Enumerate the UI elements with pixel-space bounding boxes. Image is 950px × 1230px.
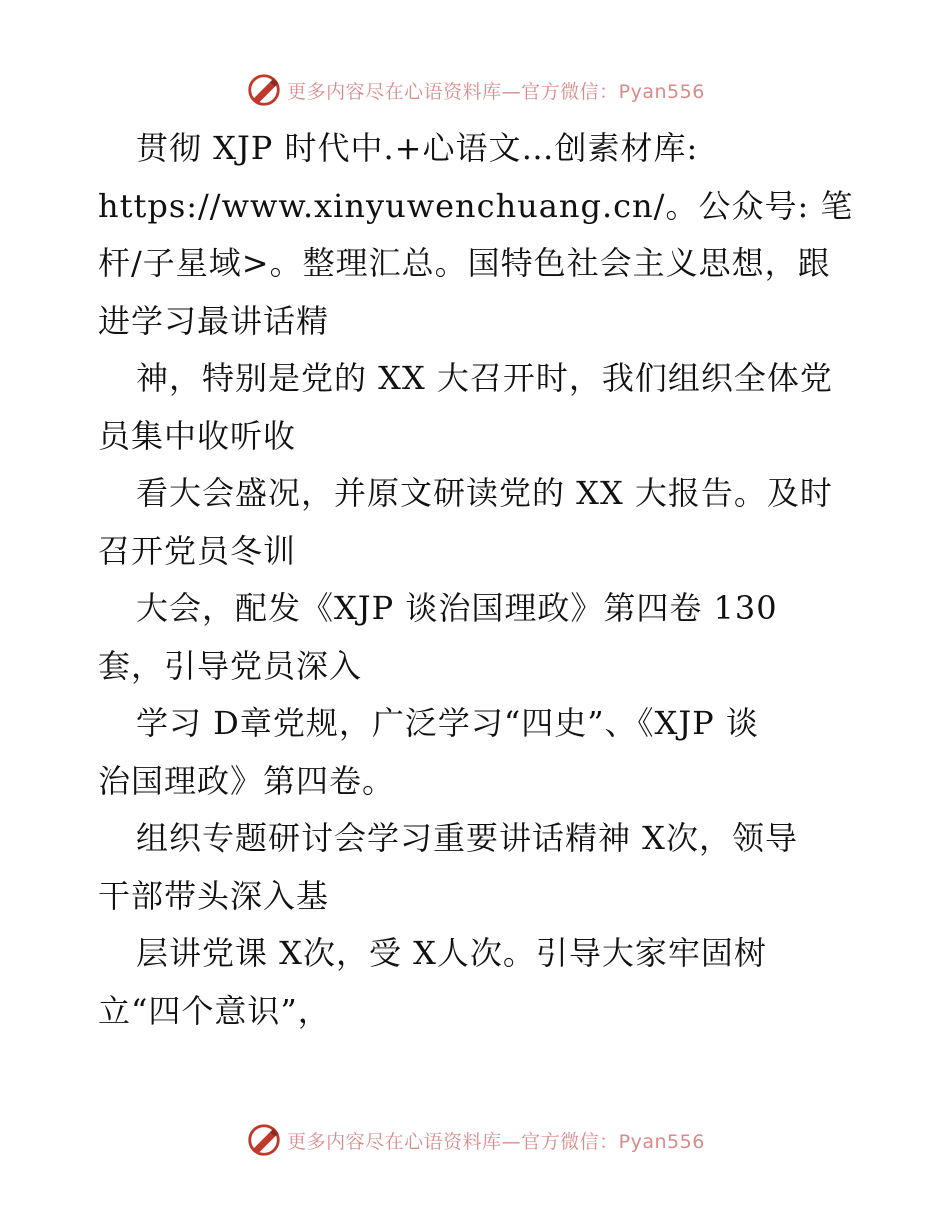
text-line: 治国理政》第四卷。 (98, 761, 396, 800)
text-line: 层讲党课 X次，受 X人次。引导大家牢固树 (136, 934, 767, 972)
text-line: 立“四个意识”， (98, 991, 331, 1030)
text-line: 神，特别是党的 XX 大召开时，我们组织全体党 (136, 359, 833, 397)
banner-text: 更多内容尽在心语资料库—官方微信：Pyan556 (287, 80, 705, 103)
text-line: 套，引导党员深入 (98, 646, 363, 685)
pen-seal-icon (245, 71, 283, 109)
document-body (98, 120, 858, 1040)
text-line: 看大会盛况，并原文研读党的 XX 大报告。及时 (136, 474, 833, 512)
text-line: 组织专题研讨会学习重要讲话精神 X次，领导 (136, 819, 798, 857)
text-line: 召开党员冬训 (98, 531, 297, 570)
pen-seal-icon (245, 1121, 283, 1159)
header-banner (0, 68, 950, 112)
text-line: 杆/子星域>。整理汇总。国特色社会主义思想，跟 (98, 244, 831, 282)
banner-text: 更多内容尽在心语资料库—官方微信：Pyan556 (287, 1130, 705, 1153)
text-line: 贯彻 XJP 时代中.+心语文…创素材库: (136, 129, 699, 167)
footer-banner (0, 1118, 950, 1162)
text-line: https://www.xinyuwenchuang.cn/。公众号: 笔 (98, 186, 854, 225)
text-line: 进学习最讲话精 (98, 301, 330, 340)
text-line: 学习 D章党规，广泛学习“四史”、《XJP 谈 (136, 704, 759, 742)
text-line: 员集中收听收 (98, 416, 297, 455)
text-line: 干部带头深入基 (98, 876, 330, 915)
text-line: 大会，配发《XJP 谈治国理政》第四卷 130 (136, 589, 778, 627)
